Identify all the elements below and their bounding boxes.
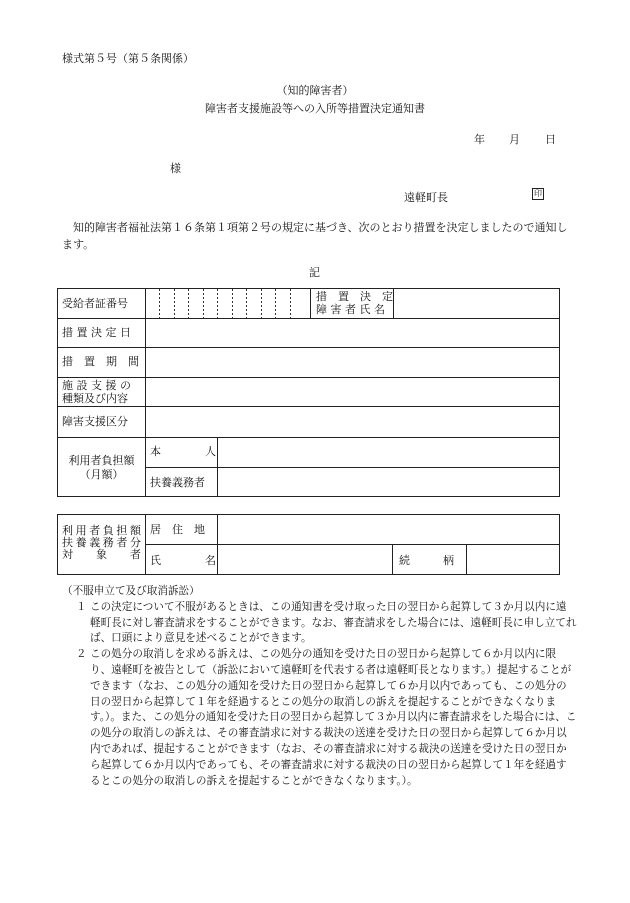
notes-heading: （不服申立て及び取消訴訟）	[62, 585, 200, 597]
issuer-name: 遠軽町長	[404, 191, 448, 204]
document-title: 障害者支援施設等への入所等措置決定通知書	[205, 102, 425, 115]
label-address: 居 住 地	[150, 523, 205, 536]
note-number: ２	[76, 648, 87, 661]
label-burden-supporter-target: 利用者負担額 扶養義務者分 対 象 者	[62, 524, 141, 561]
note-text: この処分の取消しを求める訴えは、この処分の通知を受けた日の翌日から起算して６か月以内に限り、遠軽町を被告として（訴訟において遠軽町を代表する者は遠軽町長となります。）提起することができます（なお、この処分の通知を受けた日の翌日から起算して６か月以内であっても、この処分の日の翌日から起算して１年を経過するとこの処分の取消しの訴えを提起することができなくなります。）。また、この処分の通知を受けた日の翌日から起算して３か月以内に審査請求をした場合には、この処分の取消しの訴えは、その審査請求に対する裁決の送達を受けた日の翌日から起算して６か月以内であれば、提起することができます（なお、その審査請求に対する裁決の送達を受けた日の翌日から起算して６か月以内であっても、その審査請求に対する裁決の日の翌日から起算して１年を経過するとこの処分の取消しの訴えを提起することができなくなります。）。	[90, 648, 577, 787]
label-relationship: 続 柄	[399, 554, 454, 567]
label-supporter: 扶養義務者	[150, 476, 205, 489]
appeal-notes	[62, 584, 577, 789]
date-year-label: 年	[474, 133, 485, 146]
addressee-suffix: 様	[170, 162, 181, 175]
label-name: 氏 名	[150, 554, 216, 567]
date-day-label: 日	[545, 133, 556, 146]
note-text: この決定について不服があるときは、この通知書を受け取った日の翌日から起算して３か月以内に遠軽町長に対し審査請求をすることができます。なお、審査請求をした場合には、遠軽町長に申し立てれば、口頭により意見を述べることができます。	[90, 600, 577, 645]
note-number: １	[76, 600, 87, 613]
label-user-burden: 利用者負担額 （月額）	[68, 454, 135, 481]
note-item	[62, 600, 577, 647]
label-measure-period: 措 置 期 間	[62, 355, 139, 368]
label-self: 本 人	[150, 445, 216, 458]
ki-label: 記	[309, 266, 320, 279]
form-number: 様式第５号（第５条関係）	[62, 52, 194, 65]
document-subtitle: （知的障害者）	[276, 84, 354, 97]
note-item	[62, 647, 577, 789]
seal-mark: 印	[534, 189, 542, 198]
date-month-label: 月	[509, 133, 520, 146]
label-decided-person-name: 措 置 決 定 障 害 者 氏 名	[316, 290, 393, 316]
label-disability-category: 障害支援区分	[62, 415, 128, 428]
label-decision-date: 措 置 決 定 日	[62, 326, 131, 339]
label-recipient-number: 受給者証番号	[62, 297, 128, 310]
label-facility-support: 施 設 支 援 の 種類及び内容	[62, 379, 131, 405]
intro-text: 知的障害者福祉法第１６条第１項第２号の規定に基づき、次のとおり措置を決定しましたので通知します。	[62, 221, 568, 251]
